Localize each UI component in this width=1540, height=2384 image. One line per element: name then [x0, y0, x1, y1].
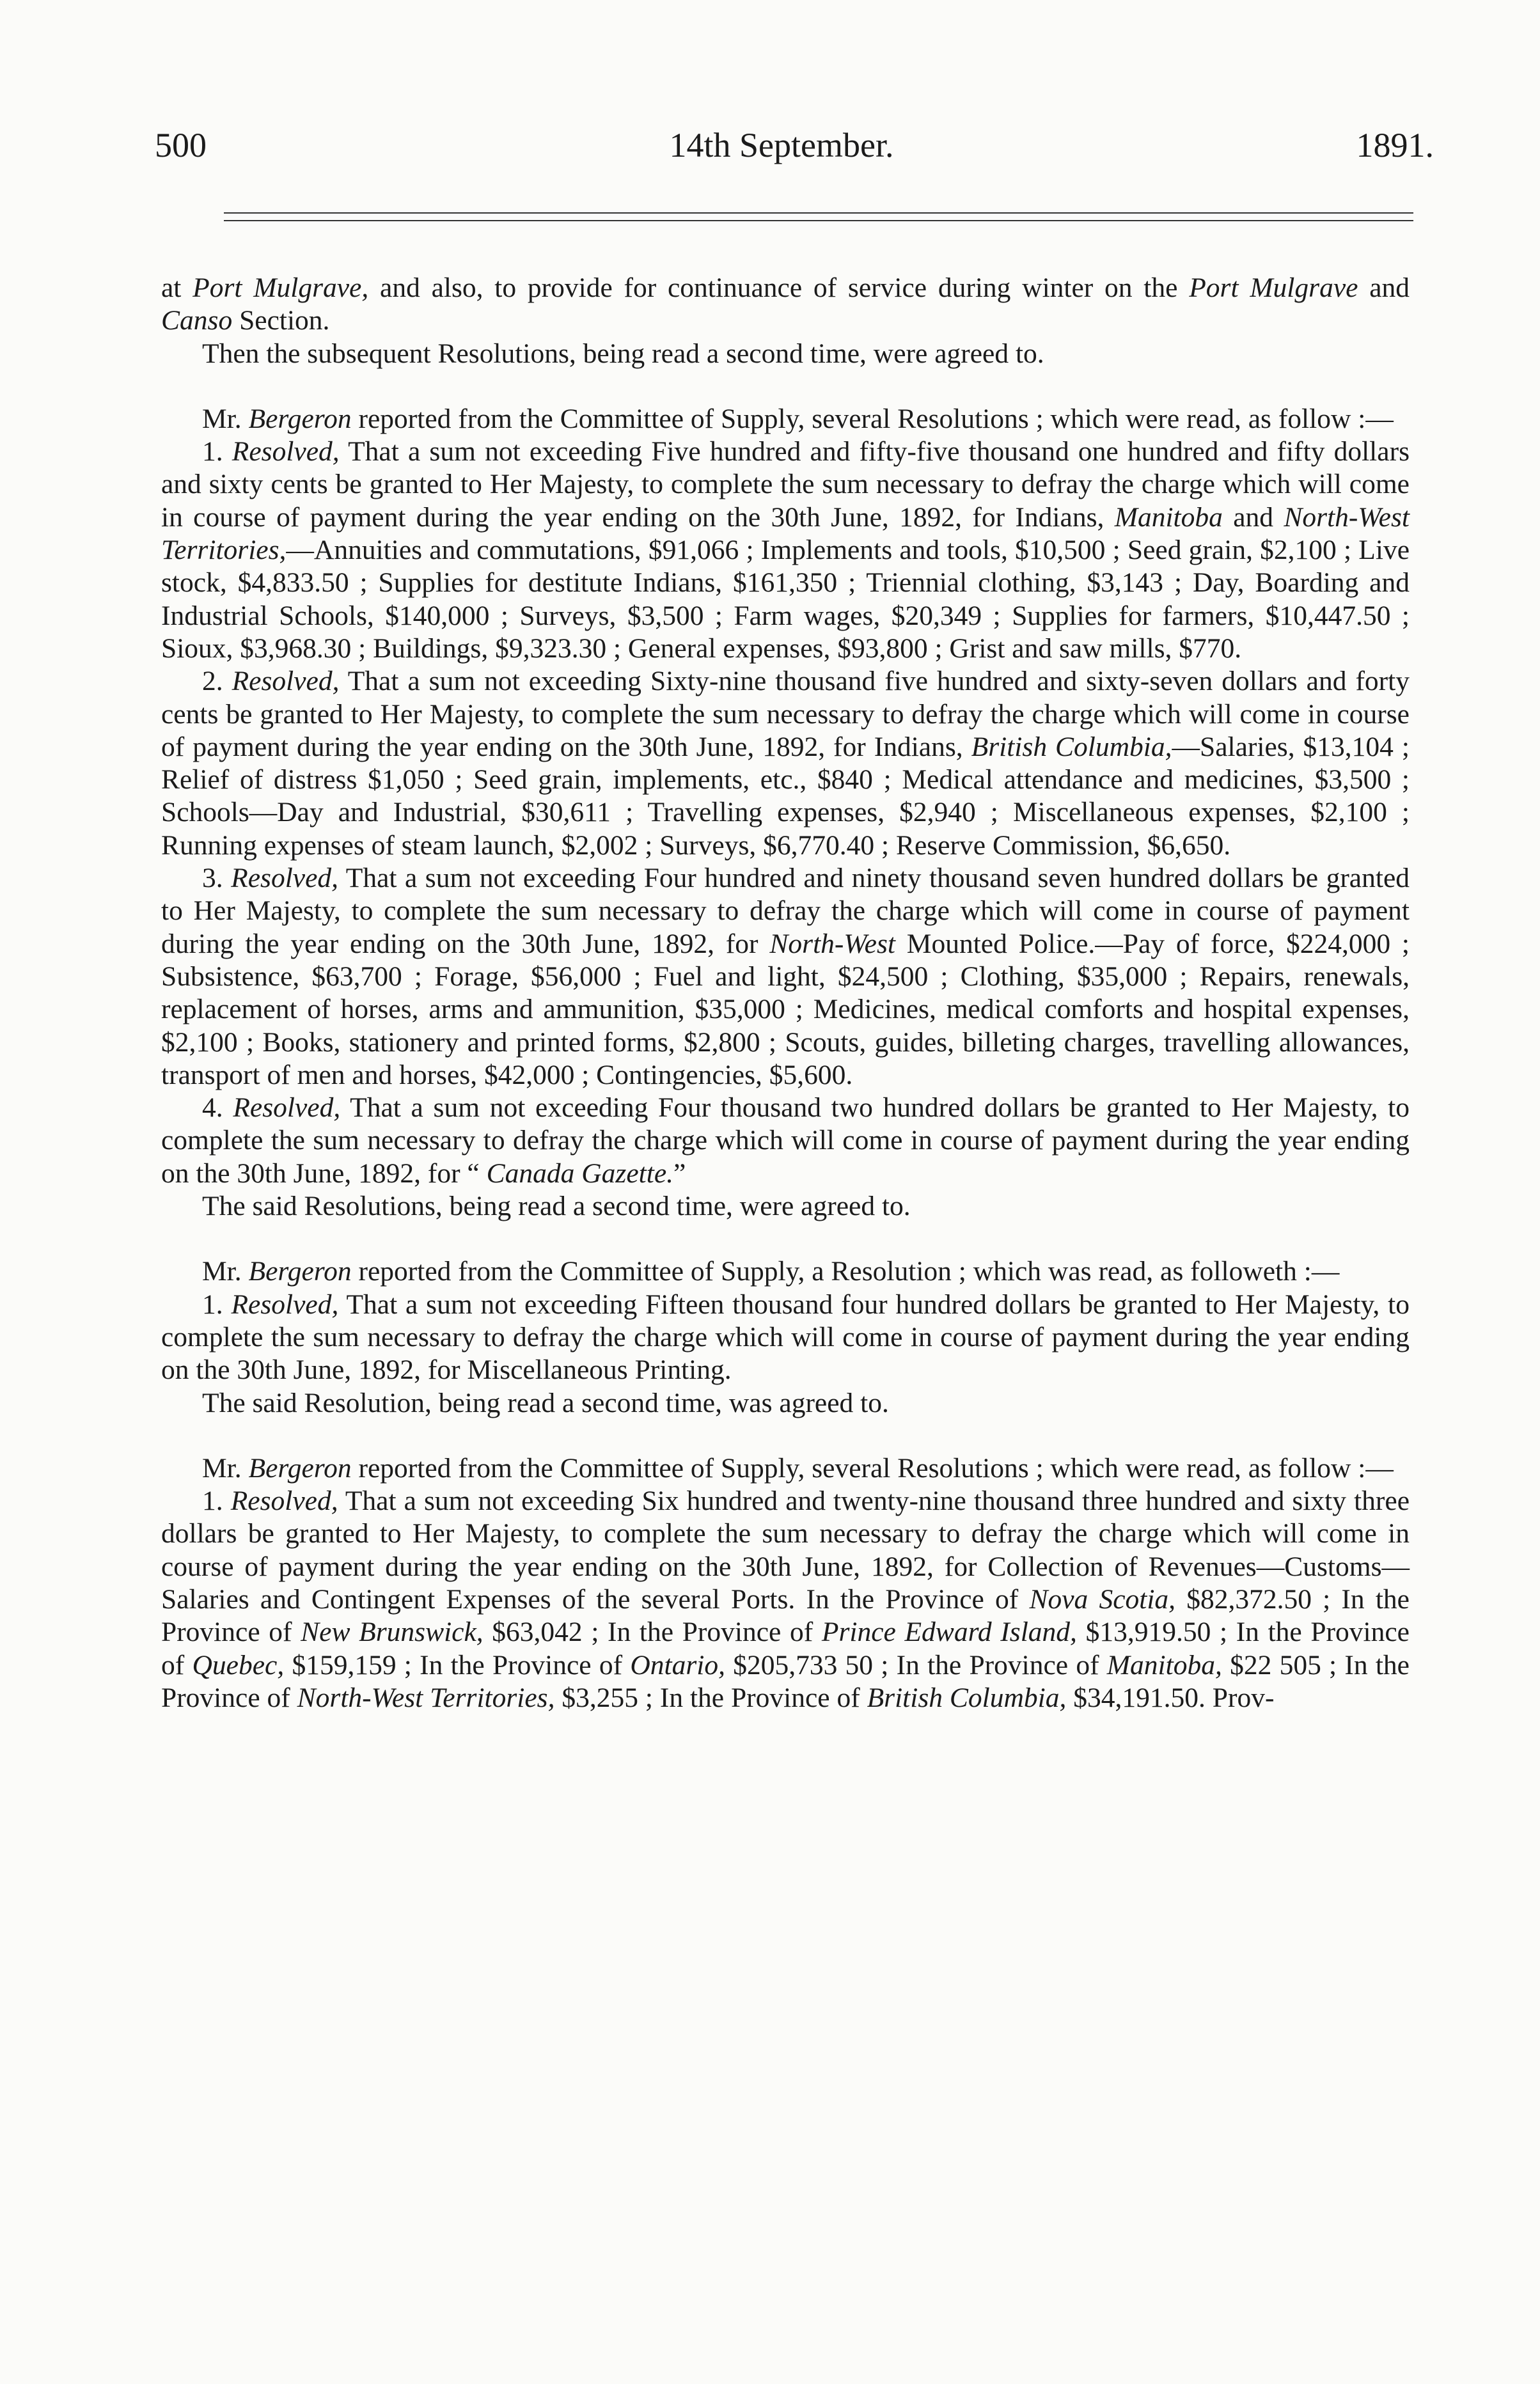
agreed-statement: The said Resolution, being read a second time, was agreed to.	[202, 1387, 889, 1418]
header-date: 14th September.	[669, 126, 894, 164]
page-number: 500	[155, 126, 207, 164]
report-intro: Mr. Bergeron reported from the Committee of Supply, several Resolutions ; which were read, as follow :—	[202, 403, 1394, 434]
header-year: 1891.	[1356, 126, 1434, 164]
resolution-paragraph: 4. Resolved, That a sum not exceeding Four thousand two hundred dollars be granted to Her Majesty, to complete the sum necessary to defray the charge which will come in course of payment during the year ending on the 30th June, 1892, for “ Canada Gazette.”	[161, 1092, 1410, 1189]
header-rule	[224, 212, 1413, 221]
resolution-paragraph: 1. Resolved, That a sum not exceeding Five hundred and fifty-five thousand one hundred and fifty dollars and sixty cents be granted to Her Majesty, to complete the sum necessary to defray the charge which will come in course of payment during the year ending on the 30th June, 1892, for Indians, Manitoba and North-West Territories,—Annuities and commutations, $91,066 ; Implements and tools, $10,500 ; Seed grain, $2,100 ; Live stock, $4,833.50 ; Supplies for destitute Indians, $161,350 ; Triennial clothing, $3,143 ; Day, Boarding and Industrial Schools, $140,000 ; Surveys, $3,500 ; Farm wages, $20,349 ; Supplies for farmers, $10,447.50 ; Sioux, $3,968.30 ; Buildings, $9,323.30 ; General expenses, $93,800 ; Grist and saw mills, $770.	[161, 436, 1410, 664]
report-intro: Mr. Bergeron reported from the Committee of Supply, several Resolutions ; which were read, as follow :—	[202, 1452, 1394, 1484]
resolution-paragraph: 3. Resolved, That a sum not exceeding Four hundred and ninety thousand seven hundred dollars be granted to Her Majesty, to complete the sum necessary to defray the charge which will come in course of payment during the year ending on the 30th June, 1892, for North-West Mounted Police.—Pay of force, $224,000 ; Subsistence, $63,700 ; Forage, $56,000 ; Fuel and light, $24,500 ; Clothing, $35,000 ; Repairs, renewals, replacement of horses, arms and ammunition, $35,000 ; Medicines, medical comforts and hospital expenses, $2,100 ; Books, stationery and printed forms, $2,800 ; Scouts, guides, billeting charges, travelling allowances, transport of men and horses, $42,000 ; Contingencies, $5,600.	[161, 863, 1410, 1090]
agreed-statement: The said Resolutions, being read a second time, were agreed to.	[202, 1191, 911, 1222]
report-intro: Mr. Bergeron reported from the Committee of Supply, a Resolution ; which was read, as followeth :—	[202, 1256, 1340, 1287]
continuation-paragraph: at Port Mulgrave, and also, to provide for continuance of service during winter on the Port Mulgrave and Canso Section.	[161, 272, 1410, 336]
resolution-paragraph: 2. Resolved, That a sum not exceeding Sixty-nine thousand five hundred and sixty-seven dollars and forty cents be granted to Her Majesty, to complete the sum necessary to defray the charge which will come in course of payment during the year ending on the 30th June, 1892, for Indians, British Columbia,—Salaries, $13,104 ; Relief of distress $1,050 ; Seed grain, implements, etc., $840 ; Medical attendance and medicines, $3,500 ; Schools—Day and Industrial, $30,611 ; Travelling expenses, $2,940 ; Miscellaneous expenses, $2,100 ; Running expenses of steam launch, $2,002 ; Surveys, $6,770.40 ; Reserve Commission, $6,650.	[161, 666, 1410, 861]
page-body	[161, 272, 1410, 1714]
resolution-paragraph: 1. Resolved, That a sum not exceeding Six hundred and twenty-nine thousand three hundred and sixty three dollars be granted to Her Majesty, to complete the sum necessary to defray the charge which will come in course of payment during the year ending on the 30th June, 1892, for Collection of Revenues—Customs—Salaries and Contingent Expenses of the several Ports. In the Province of Nova Scotia, $82,372.50 ; In the Province of New Brunswick, $63,042 ; In the Province of Prince Edward Island, $13,919.50 ; In the Province of Quebec, $159,159 ; In the Province of Ontario, $205,733 50 ; In the Province of Manitoba, $22 505 ; In the Province of North-West Territories, $3,255 ; In the Province of British Columbia, $34,191.50. Prov-	[161, 1486, 1410, 1713]
agreed-statement: Then the subsequent Resolutions, being read a second time, were agreed to.	[202, 338, 1044, 369]
resolution-paragraph: 1. Resolved, That a sum not exceeding Fifteen thousand four hundred dollars be granted to Her Majesty, to complete the sum necessary to defray the charge which will come in course of payment during the year ending on the 30th June, 1892, for Miscellaneous Printing.	[161, 1289, 1410, 1386]
page-header	[155, 125, 1434, 176]
